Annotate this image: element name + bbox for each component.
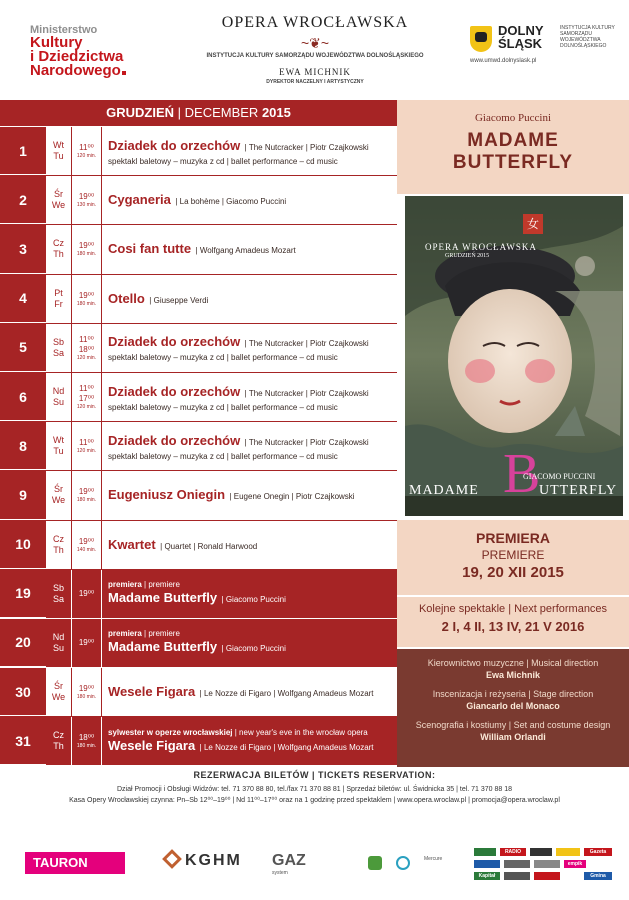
opera-title: OPERA WROCŁAWSKA bbox=[221, 14, 409, 31]
weekday: Śr We bbox=[46, 471, 72, 519]
day-number: 10 bbox=[0, 521, 46, 569]
day-number: 20 bbox=[0, 619, 46, 667]
radio-logo: RADIO bbox=[500, 848, 526, 856]
empik-logo: empik bbox=[564, 860, 586, 868]
schedule-row bbox=[0, 471, 397, 520]
day-number: 4 bbox=[0, 275, 46, 323]
credits-box bbox=[397, 649, 629, 767]
weekday: Wt Tu bbox=[46, 422, 72, 470]
duration: 120 min. bbox=[76, 354, 97, 361]
event-note: premiera | premiere bbox=[108, 580, 180, 590]
kapital-logo: Kapitał bbox=[474, 872, 500, 880]
event-title[interactable]: Dziadek do orzechów bbox=[108, 383, 241, 399]
duration: 120 min. bbox=[76, 153, 97, 160]
premiere-pl: PREMIERA bbox=[476, 530, 550, 546]
event-subtitle-2: spektakl baletowy – muzyka z cd | ballet performance – cd music bbox=[108, 451, 338, 461]
schedule-row bbox=[0, 717, 397, 766]
reservation-heading: REZERWACJA BILETÓW | TICKETS RESERVATION: bbox=[193, 770, 436, 780]
credit-role: Inscenizacja i reżyseria | Stage direction bbox=[432, 689, 594, 699]
credit-role: Kierownictwo muzyczne | Musical direction bbox=[427, 658, 599, 668]
event-info bbox=[108, 127, 393, 175]
event-subtitle: | The Nutcracker | Piotr Czajkowski bbox=[244, 388, 369, 398]
premiere-box bbox=[397, 520, 629, 595]
event-subtitle: | Giacomo Puccini bbox=[221, 644, 286, 654]
sponsor-circle-icon bbox=[396, 856, 410, 870]
event-title[interactable]: Madame Butterfly bbox=[108, 639, 218, 655]
weekday: Nd Su bbox=[46, 373, 72, 421]
media-logo-3 bbox=[530, 848, 552, 856]
event-subtitle: | Giacomo Puccini bbox=[221, 595, 286, 605]
panel-title-box bbox=[397, 100, 629, 194]
premiere-dates: 19, 20 XII 2015 bbox=[462, 564, 564, 581]
poster-big-b: B bbox=[503, 443, 541, 505]
reservation-line-2: Kasa Opery Wrocławskiej czynna: Pn–Sb 12⁰⁰–19⁰⁰ | Nd 11⁰⁰–17⁰⁰ oraz na 1 godzinę przed spektaklem | www.opera.wroclaw.pl | promocja@opera.wroclaw.pl bbox=[69, 797, 560, 804]
mercure-logo: Mercure bbox=[424, 856, 443, 862]
event-title[interactable]: Otello bbox=[108, 290, 145, 306]
gaz-system-logo: GAZ system bbox=[272, 852, 306, 876]
ministry-line-4-text: Narodowego bbox=[30, 62, 121, 79]
opera-institution: INSTYTUCJA KULTURY SAMORZĄDU WOJEWÓDZTWA DOLNOŚLĄSKIEGO bbox=[206, 53, 424, 59]
start-time bbox=[72, 422, 102, 470]
start-time bbox=[72, 225, 102, 273]
media-logo-4 bbox=[556, 848, 580, 856]
panel-title-line-2: BUTTERFLY bbox=[452, 152, 574, 173]
event-title[interactable]: Cosi fan tutte bbox=[108, 241, 192, 257]
credit-role: Scenografia i kostiumy | Set and costume design bbox=[415, 720, 611, 730]
time: 17⁰⁰ bbox=[78, 394, 95, 404]
credit-name: William Orlandi bbox=[480, 732, 546, 742]
day-number: 9 bbox=[0, 471, 46, 519]
start-time bbox=[72, 668, 102, 716]
ministry-dot-icon bbox=[122, 71, 126, 75]
ministry-line-2: Kultury bbox=[30, 34, 83, 51]
schedule-row bbox=[0, 422, 397, 471]
media-logo-7 bbox=[504, 860, 530, 868]
time: 19⁰⁰ bbox=[78, 637, 95, 647]
region-institution: INSTYTUCJA KULTURY SAMORZĄDU WOJEWÓDZTWA DOLNOŚLĄSKIEGO bbox=[560, 25, 615, 49]
schedule-row bbox=[0, 521, 397, 570]
event-info bbox=[108, 521, 393, 569]
gmina-logo: Gmina bbox=[584, 872, 612, 880]
time: 11⁰⁰ bbox=[79, 143, 94, 153]
sponsor-green-icon bbox=[368, 856, 382, 870]
event-subtitle: | Quartet | Ronald Harwood bbox=[160, 541, 258, 551]
time: 11⁰⁰ bbox=[79, 384, 94, 394]
weekday: Pt Fr bbox=[46, 275, 72, 323]
day-number: 8 bbox=[0, 422, 46, 470]
media-logo-8 bbox=[534, 860, 560, 868]
credit-name: Giancarlo del Monaco bbox=[466, 701, 560, 711]
event-subtitle: | The Nutcracker | Piotr Czajkowski bbox=[244, 339, 369, 349]
next-label: Kolejne spektakle | Next performances bbox=[418, 603, 608, 615]
duration: 180 min. bbox=[76, 251, 97, 258]
day-number: 3 bbox=[0, 225, 46, 273]
duration: 120 min. bbox=[76, 448, 97, 455]
poster-madame: MADAME bbox=[409, 483, 479, 498]
schedule-row bbox=[0, 619, 397, 668]
region-url[interactable]: www.umwd.dolnyslask.pl bbox=[470, 58, 537, 64]
media-logo-12 bbox=[534, 872, 560, 880]
panel-title-line-1: MADAME bbox=[467, 130, 559, 151]
time: 19⁰⁰ bbox=[78, 588, 95, 598]
event-title[interactable]: Dziadek do orzechów bbox=[108, 334, 241, 350]
event-info bbox=[108, 373, 393, 421]
start-time bbox=[72, 373, 102, 421]
start-time bbox=[72, 275, 102, 323]
next-performances-box bbox=[397, 597, 629, 647]
kghm-logo: KGHM bbox=[165, 852, 242, 870]
month-pl: GRUDZIEŃ bbox=[106, 105, 175, 120]
schedule-row bbox=[0, 176, 397, 225]
time: 19⁰⁰ bbox=[78, 192, 95, 202]
start-time bbox=[72, 127, 102, 175]
reservation-line-1: Dział Promocji i Obsługi Widzów: tel. 71 370 88 80, tel./fax 71 370 88 81 | Sprzedaż biletów: ul. Świdnicka 35 | tel. 71 370 88 18 bbox=[116, 786, 513, 793]
weekday: Śr We bbox=[46, 176, 72, 224]
event-subtitle: | Wolfgang Amadeus Mozart bbox=[195, 246, 296, 256]
event-info bbox=[108, 668, 393, 716]
start-time bbox=[72, 176, 102, 224]
event-title[interactable]: Madame Butterfly bbox=[108, 590, 218, 606]
day-number: 19 bbox=[0, 570, 46, 618]
time: 11⁰⁰ bbox=[79, 334, 94, 344]
time: 18⁰⁰ bbox=[78, 733, 95, 743]
poster-month: GRUDZIEŃ 2015 bbox=[445, 253, 490, 259]
panel-title bbox=[397, 130, 629, 174]
credit-name: Ewa Michnik bbox=[485, 670, 540, 680]
weekday: Wt Tu bbox=[46, 127, 72, 175]
region-name: DOLNY ŚLĄSK bbox=[498, 23, 544, 51]
event-title[interactable]: Wesele Figara bbox=[108, 684, 196, 700]
weekday: Sb Sa bbox=[46, 324, 72, 372]
day-number: 30 bbox=[0, 668, 46, 716]
weekday: Nd Su bbox=[46, 619, 72, 667]
event-subtitle-2: spektakl baletowy – muzyka z cd | ballet performance – cd music bbox=[108, 402, 338, 412]
director-title: DYREKTOR NACZELNY I ARTYSTYCZNY bbox=[266, 79, 364, 85]
ministry-logo bbox=[30, 24, 150, 78]
duration: 130 min. bbox=[76, 202, 97, 209]
calendar-header bbox=[0, 100, 397, 126]
day-number: 5 bbox=[0, 324, 46, 372]
premiere-panel bbox=[397, 100, 629, 767]
time: 11⁰⁰ bbox=[79, 438, 94, 448]
time: 19⁰⁰ bbox=[78, 487, 95, 497]
weekday: Śr We bbox=[46, 668, 72, 716]
weekday: Sb Sa bbox=[46, 570, 72, 618]
schedule-row bbox=[0, 570, 397, 619]
tauron-logo: TAURON bbox=[25, 852, 125, 874]
event-info bbox=[108, 619, 393, 667]
duration: 180 min. bbox=[76, 300, 97, 307]
panel-composer: Giacomo Puccini bbox=[474, 112, 552, 124]
event-subtitle: | Le Nozze di Figaro | Wolfgang Amadeus Mozart bbox=[199, 742, 374, 752]
time: 19⁰⁰ bbox=[78, 290, 95, 300]
ministry-line-4 bbox=[30, 64, 150, 78]
page-header bbox=[0, 0, 629, 98]
start-time bbox=[72, 324, 102, 372]
event-info bbox=[108, 176, 393, 224]
start-time bbox=[72, 521, 102, 569]
weekday: Cz Th bbox=[46, 521, 72, 569]
day-number: 6 bbox=[0, 373, 46, 421]
duration: 180 min. bbox=[76, 743, 97, 750]
media-logo-1 bbox=[474, 848, 496, 856]
ministry-line-1: Ministerstwo bbox=[30, 24, 98, 36]
schedule-row bbox=[0, 127, 397, 176]
time: 19⁰⁰ bbox=[78, 684, 95, 694]
reservation-info bbox=[0, 770, 629, 804]
calendar-year: 2015 bbox=[261, 105, 291, 120]
event-subtitle: | The Nutcracker | Piotr Czajkowski bbox=[244, 437, 369, 447]
event-title[interactable]: Kwartet bbox=[108, 536, 156, 552]
event-subtitle-2: spektakl baletowy – muzyka z cd | ballet performance – cd music bbox=[108, 156, 338, 166]
schedule-row bbox=[0, 324, 397, 373]
eagle-shield-icon bbox=[470, 26, 492, 52]
duration: 180 min. bbox=[76, 694, 97, 701]
event-subtitle: | Le Nozze di Figaro | Wolfgang Amadeus Mozart bbox=[199, 689, 374, 699]
media-logo-11 bbox=[504, 872, 530, 880]
start-time bbox=[72, 570, 102, 618]
day-number: 2 bbox=[0, 176, 46, 224]
schedule-row bbox=[0, 275, 397, 324]
event-subtitle: | La bohème | Giacomo Puccini bbox=[175, 197, 287, 207]
time: 18⁰⁰ bbox=[78, 344, 95, 354]
event-title[interactable]: Dziadek do orzechów bbox=[108, 137, 241, 153]
duration: 180 min. bbox=[76, 497, 97, 504]
gazeta-logo: Gazeta bbox=[584, 848, 612, 856]
poster-image bbox=[405, 196, 623, 516]
schedule-row bbox=[0, 225, 397, 274]
event-subtitle: | Eugene Onegin | Piotr Czajkowski bbox=[229, 492, 355, 502]
event-info bbox=[108, 570, 393, 618]
schedule-row bbox=[0, 668, 397, 717]
event-info bbox=[108, 275, 393, 323]
event-info bbox=[108, 225, 393, 273]
poster-utterfly: UTTERFLY bbox=[539, 483, 618, 498]
event-title[interactable]: Eugeniusz Oniegin bbox=[108, 487, 226, 503]
ornament-icon: ~❦~ bbox=[300, 35, 330, 51]
poster-composer: GIACOMO PUCCINI bbox=[523, 472, 596, 481]
media-logo-6 bbox=[474, 860, 500, 868]
premiere-en: PREMIERE bbox=[481, 548, 545, 562]
month-en: | DECEMBER bbox=[177, 105, 259, 120]
kghm-gem-icon bbox=[162, 849, 182, 869]
event-info bbox=[108, 324, 393, 372]
event-subtitle-2: spektakl baletowy – muzyka z cd | ballet performance – cd music bbox=[108, 353, 338, 363]
media-partners bbox=[474, 846, 614, 886]
weekday: Cz Th bbox=[46, 225, 72, 273]
event-info bbox=[108, 717, 393, 765]
time: 19⁰⁰ bbox=[78, 241, 95, 251]
minor-sponsors bbox=[368, 852, 458, 878]
time: 19⁰⁰ bbox=[78, 536, 95, 546]
poster-badge: 女 bbox=[523, 214, 543, 234]
schedule-list bbox=[0, 127, 397, 766]
event-title[interactable]: Dziadek do orzechów bbox=[108, 432, 241, 448]
event-note: sylwester w operze wrocławskiej | new year's eve in the wrocław opera bbox=[108, 727, 368, 737]
schedule-row bbox=[0, 373, 397, 422]
duration: 140 min. bbox=[76, 546, 97, 553]
ministry-line-3: i Dziedzictwa bbox=[30, 48, 124, 65]
start-time bbox=[72, 471, 102, 519]
event-info bbox=[108, 422, 393, 470]
opera-logo bbox=[180, 14, 450, 85]
event-info bbox=[108, 471, 393, 519]
poster-opera: OPERA WROCŁAWSKA bbox=[425, 242, 537, 252]
event-title[interactable]: Wesele Figara bbox=[108, 737, 196, 753]
event-subtitle: | The Nutcracker | Piotr Czajkowski bbox=[244, 142, 369, 152]
event-subtitle: | Giuseppe Verdi bbox=[149, 295, 209, 305]
start-time bbox=[72, 619, 102, 667]
next-dates: 2 I, 4 II, 13 IV, 21 V 2016 bbox=[441, 619, 585, 634]
event-title[interactable]: Cyganeria bbox=[108, 192, 171, 208]
start-time bbox=[72, 717, 102, 765]
duration: 120 min. bbox=[76, 404, 97, 411]
day-number: 1 bbox=[0, 127, 46, 175]
event-note: premiera | premiere bbox=[108, 629, 180, 639]
director-name: EWA MICHNIK bbox=[279, 67, 351, 77]
day-number: 31 bbox=[0, 717, 46, 765]
weekday: Cz Th bbox=[46, 717, 72, 765]
